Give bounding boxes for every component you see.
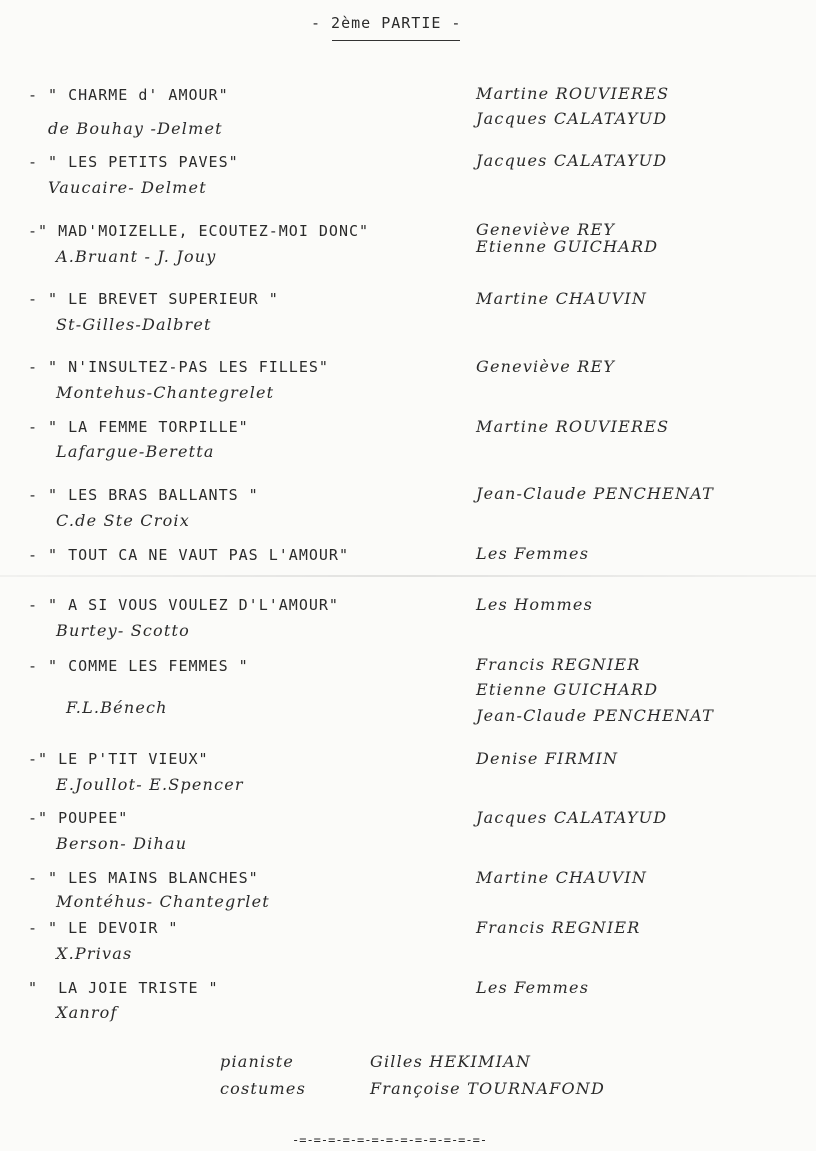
song-title: -" MAD'MOIZELLE, ECOUTEZ-MOI DONC" [28,222,370,240]
song-performer: Les Hommes [476,595,593,614]
song-authors: de Bouhay -Delmet [48,119,223,138]
song-title: -" LE P'TIT VIEUX" [28,750,209,768]
credit-name: Françoise TOURNAFOND [370,1079,605,1098]
song-authors: X.Privas [56,944,133,963]
song-authors: Montehus-Chantegrelet [56,383,275,402]
song-authors: Lafargue-Beretta [56,442,215,461]
song-performer: Martine CHAUVIN [476,868,648,887]
song-title: - " LA FEMME TORPILLE" [28,418,249,436]
song-performer: Geneviève REY [476,220,616,239]
credit-role: pianiste [220,1052,295,1071]
song-performer: Jean-Claude PENCHENAT [476,706,715,725]
song-authors: F.L.Bénech [66,698,168,717]
credit-name: Gilles HEKIMIAN [370,1052,532,1071]
song-performer: Les Femmes [476,978,590,997]
song-title: - " LES PETITS PAVES" [28,153,239,171]
song-authors: E.Joullot- E.Spencer [56,775,244,794]
song-authors: Vaucaire- Delmet [48,178,207,197]
song-authors: Xanrof [56,1003,118,1022]
song-performer: Francis REGNIER [476,918,641,937]
song-title: - " LES BRAS BALLANTS " [28,486,259,504]
song-performer: Jean-Claude PENCHENAT [476,484,715,503]
song-title: - " N'INSULTEZ-PAS LES FILLES" [28,358,329,376]
song-performer: Etienne GUICHARD [476,237,659,256]
title-underline [332,40,460,41]
song-performer: Les Femmes [476,544,590,563]
song-performer: Etienne GUICHARD [476,680,659,699]
song-performer: Martine CHAUVIN [476,289,648,308]
song-performer: Jacques CALATAYUD [476,151,668,170]
song-performer: Geneviève REY [476,357,616,376]
footer-decorative-rule: -=-=-=-=-=-=-=-=-=-=-=-=-=- [292,1133,488,1147]
song-title: " LA JOIE TRISTE " [28,979,219,997]
song-authors: Montéhus- Chantegrlet [56,892,270,911]
song-title: - " COMME LES FEMMES " [28,657,249,675]
song-title: - " CHARME d' AMOUR" [28,86,229,104]
song-performer: Jacques CALATAYUD [476,109,668,128]
page-title: - 2ème PARTIE - [311,14,462,32]
song-performer: Francis REGNIER [476,655,641,674]
credit-role: costumes [220,1079,306,1098]
song-performer: Martine ROUVIERES [476,417,670,436]
song-title: -" POUPEE" [28,809,129,827]
song-performer: Denise FIRMIN [476,749,619,768]
song-authors: A.Bruant - J. Jouy [56,247,217,266]
song-title: - " TOUT CA NE VAUT PAS L'AMOUR" [28,546,349,564]
song-authors: St-Gilles-Dalbret [56,315,212,334]
song-authors: C.de Ste Croix [56,511,190,530]
song-title: - " LES MAINS BLANCHES" [28,869,259,887]
song-authors: Burtey- Scotto [56,621,190,640]
song-performer: Jacques CALATAYUD [476,808,668,827]
paper-fold-line [0,575,816,577]
song-title: - " LE BREVET SUPERIEUR " [28,290,279,308]
song-title: - " LE DEVOIR " [28,919,179,937]
song-performer: Martine ROUVIERES [476,84,670,103]
song-title: - " A SI VOUS VOULEZ D'L'AMOUR" [28,596,339,614]
song-authors: Berson- Dihau [56,834,188,853]
